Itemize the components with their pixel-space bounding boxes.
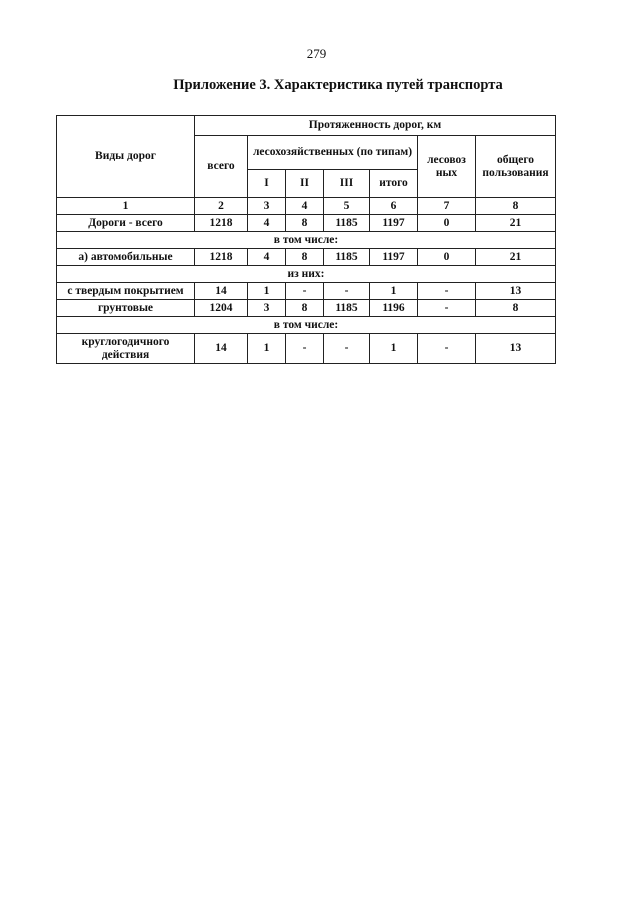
cell: - <box>324 283 370 300</box>
page-title: Приложение 3. Характеристика путей транспорта <box>173 77 503 93</box>
table-row <box>57 249 556 266</box>
table-row <box>57 334 556 364</box>
section-label: в том числе: <box>57 232 556 249</box>
cell: 4 <box>248 249 286 266</box>
section-row <box>57 266 556 283</box>
header-type-1: I <box>248 170 286 198</box>
cell: 1 <box>370 283 418 300</box>
cell: 13 <box>476 334 556 364</box>
header-timber-roads: лесовоз ных <box>418 136 476 198</box>
section-row <box>57 232 556 249</box>
col-number: 7 <box>418 198 476 215</box>
header-forest-mgmt: лесохозяйственных (по типам) <box>248 136 418 170</box>
cell: 13 <box>476 283 556 300</box>
table-row <box>57 215 556 232</box>
cell: - <box>418 334 476 364</box>
header-vsego: всего <box>195 136 248 198</box>
section-row <box>57 317 556 334</box>
col-number: 3 <box>248 198 286 215</box>
col-number: 5 <box>324 198 370 215</box>
cell: 1185 <box>324 249 370 266</box>
header-itogo: итого <box>370 170 418 198</box>
column-number-row <box>57 198 556 215</box>
cell: - <box>324 334 370 364</box>
cell: 1 <box>370 334 418 364</box>
header-type-2: II <box>286 170 324 198</box>
cell: 1185 <box>324 300 370 317</box>
row-label: грунтовые <box>57 300 195 317</box>
cell: 8 <box>286 215 324 232</box>
cell: 3 <box>248 300 286 317</box>
header-total-length: Протяженность дорог, км <box>195 116 556 136</box>
col-number: 4 <box>286 198 324 215</box>
cell: 8 <box>286 300 324 317</box>
row-label: круглогодичного действия <box>57 334 195 364</box>
cell: 8 <box>286 249 324 266</box>
header-road-types: Виды дорог <box>57 116 195 198</box>
cell: 1197 <box>370 215 418 232</box>
col-number: 6 <box>370 198 418 215</box>
cell: - <box>418 300 476 317</box>
col-number: 2 <box>195 198 248 215</box>
cell: 1196 <box>370 300 418 317</box>
row-label: Дороги - всего <box>57 215 195 232</box>
row-label: а) автомобильные <box>57 249 195 266</box>
col-number: 1 <box>57 198 195 215</box>
cell: 1197 <box>370 249 418 266</box>
cell: 1 <box>248 283 286 300</box>
cell: 14 <box>195 334 248 364</box>
cell: 21 <box>476 215 556 232</box>
cell: 21 <box>476 249 556 266</box>
cell: - <box>286 283 324 300</box>
cell: 1185 <box>324 215 370 232</box>
cell: 1 <box>248 334 286 364</box>
col-number: 8 <box>476 198 556 215</box>
cell: 0 <box>418 215 476 232</box>
header-public-roads: общего пользования <box>476 136 556 198</box>
cell: 1218 <box>195 249 248 266</box>
row-label: с твердым покрытием <box>57 283 195 300</box>
table-row <box>57 300 556 317</box>
transport-routes-table <box>56 115 556 364</box>
header-type-3: III <box>324 170 370 198</box>
table-row <box>57 283 556 300</box>
cell: 14 <box>195 283 248 300</box>
cell: 1204 <box>195 300 248 317</box>
cell: 0 <box>418 249 476 266</box>
section-label: из них: <box>57 266 556 283</box>
cell: - <box>418 283 476 300</box>
cell: - <box>286 334 324 364</box>
cell: 1218 <box>195 215 248 232</box>
cell: 8 <box>476 300 556 317</box>
page-number: 279 <box>306 46 327 61</box>
section-label: в том числе: <box>57 317 556 334</box>
cell: 4 <box>248 215 286 232</box>
